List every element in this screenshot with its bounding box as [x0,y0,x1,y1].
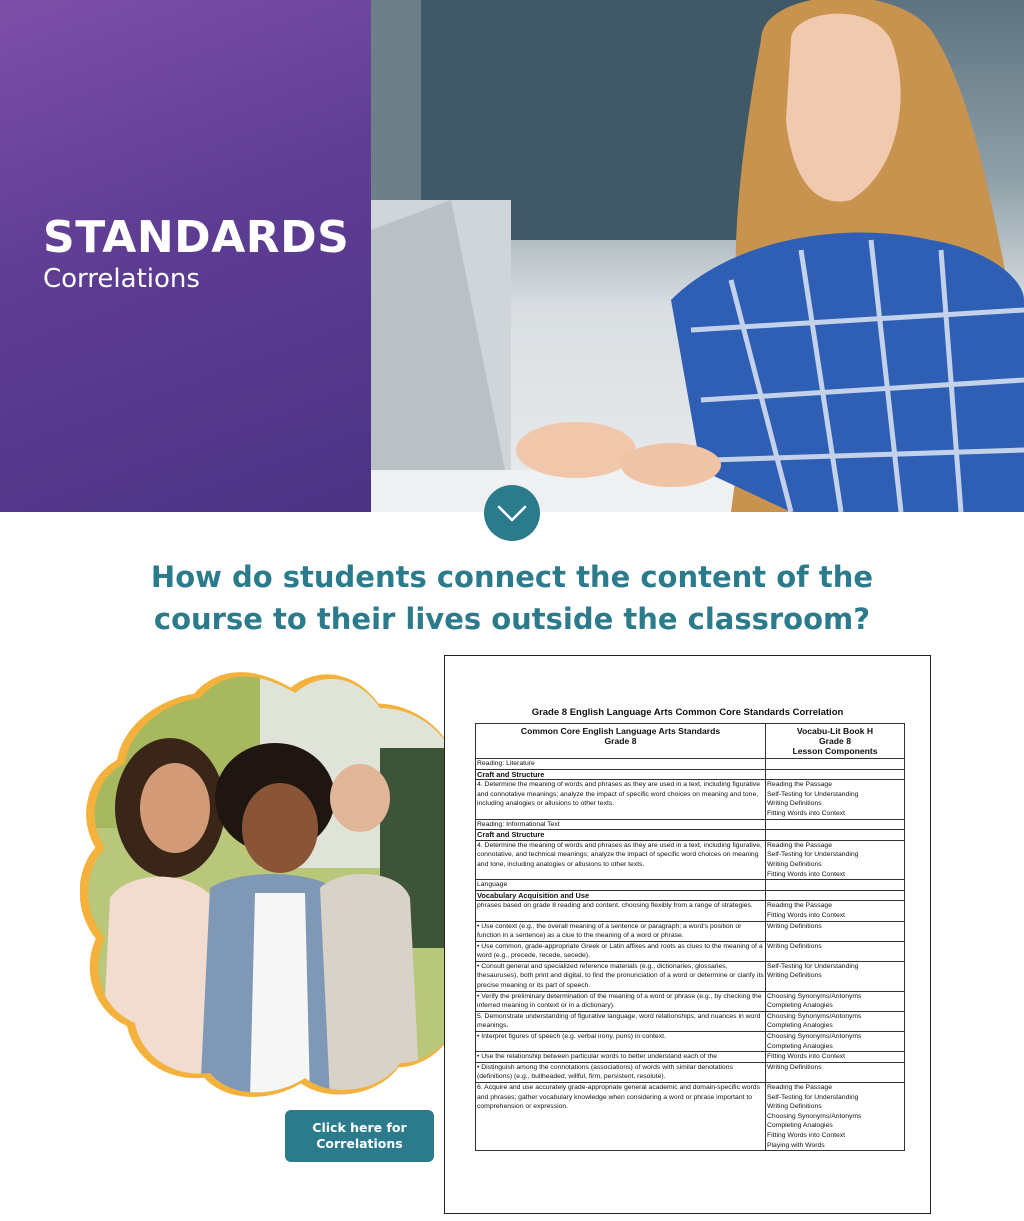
standard-cell: 5. Demonstrate understanding of figurative language, word relationships, and nuances in word meanings. [476,1011,766,1031]
standard-cell: • Use context (e.g., the overall meaning of a sentence or paragraph; a word's position or function in a sentence) as a clue to the meaning of a word or phrase. [476,921,766,941]
table-subsection-row [476,830,905,841]
correlations-button-label: Click here for Correlations [312,1120,407,1151]
components-cell: Self-Testing for Understanding Writing Definitions [766,961,905,991]
table-subsection-row [476,890,905,901]
student-laptop-illustration [371,0,1024,512]
correlation-table [475,723,905,1151]
components-cell: Reading the Passage Self-Testing for Understanding Writing Definitions Fitting Words into Context [766,840,905,879]
components-cell: Choosing Synonyms/Antonyms Completing Analogies [766,1011,905,1031]
empty-cell [766,759,905,770]
section-question [100,556,924,640]
empty-cell [766,880,905,891]
table-row [476,1052,905,1063]
table-row [476,780,905,819]
components-cell: Reading the Passage Self-Testing for Understanding Writing Definitions Choosing Synonyms/Antonyms Completing Analogies Fitting Words into Context Playing with Words [766,1083,905,1151]
hero-title: STANDARDS [43,212,350,263]
hero-banner [0,0,1024,512]
empty-cell [766,819,905,830]
components-cell: Reading the Passage Fitting Words into Context [766,901,905,921]
components-cell: Writing Definitions [766,941,905,961]
standard-cell: 4. Determine the meaning of words and phrases as they are used in a text, including figurative, connotative, and technical meanings; analyze the impact of specific word choices on meaning and tone, including analogies or allusions to other texts. [476,840,766,879]
table-header-row [476,724,905,759]
table-row [476,901,905,921]
section-heading: Reading: Informational Text [476,819,766,830]
hero-subtitle: Correlations [43,264,200,294]
correlation-document-preview[interactable] [444,655,931,1214]
standard-cell: • Interpret figures of speech (e.g. verbal irony, puns) in context. [476,1032,766,1052]
students-photo-frame [80,668,460,1098]
empty-cell [766,769,905,780]
header-standards: Common Core English Language Arts Standards Grade 8 [476,724,766,759]
table-row [476,1011,905,1031]
standard-cell: • Use common, grade-appropriate Greek or Latin affixes and roots as clues to the meaning of a word (e.g., precede, recede, secede). [476,941,766,961]
table-section-row [476,819,905,830]
subsection-heading: Craft and Structure [476,769,766,780]
components-cell: Choosing Synonyms/Antonyms Completing Analogies [766,991,905,1011]
standard-cell: phrases based on grade 8 reading and content, choosing flexibly from a range of strategies. [476,901,766,921]
table-section-row [476,759,905,770]
correlations-button[interactable] [285,1110,434,1162]
table-subsection-row [476,769,905,780]
subsection-heading: Craft and Structure [476,830,766,841]
table-row [476,991,905,1011]
question-line-1: How do students connect the content of the [150,560,874,594]
components-cell: Choosing Synonyms/Antonyms Completing Analogies [766,1032,905,1052]
components-cell: Fitting Words into Context [766,1052,905,1063]
document-title: Grade 8 English Language Arts Common Core Standards Correlation [531,707,844,718]
header-components: Vocabu-Lit Book H Grade 8 Lesson Components [766,724,905,759]
components-cell: Writing Definitions [766,921,905,941]
table-row [476,921,905,941]
table-section-row [476,880,905,891]
empty-cell [766,890,905,901]
components-cell: Writing Definitions [766,1062,905,1082]
section-heading: Language [476,880,766,891]
chevron-down-icon [484,485,540,541]
subsection-heading: Vocabulary Acquisition and Use [476,890,766,901]
standard-cell: • Consult general and specialized reference materials (e.g., dictionaries, glossaries, thesauruses), both print and digital, to find the pronunciation of a word or determine or clarify its precise meaning or its part of speech. [476,961,766,991]
table-row [476,961,905,991]
standard-cell: 4. Determine the meaning of words and phrases as they are used in a text, including figurative and connotative meanings; analyze the impact of specific word choices on meaning and tone, including analogies or allusions to other texts. [476,780,766,819]
scroll-down-button[interactable] [484,485,540,541]
hero-purple-panel [0,0,371,512]
hero-student-photo [371,0,1024,512]
question-line-2: course to their lives outside the classroom? [153,602,871,636]
components-cell: Reading the Passage Self-Testing for Understanding Writing Definitions Fitting Words into Context [766,780,905,819]
section-heading: Reading: Literature [476,759,766,770]
table-row [476,840,905,879]
table-row [476,1032,905,1052]
table-row [476,941,905,961]
empty-cell [766,830,905,841]
students-group-photo [80,668,460,1098]
standard-cell: • Distinguish among the connotations (associations) of words with similar denotations (definitions) (e.g., bullheaded, willful, firm, persistent, resolute). [476,1062,766,1082]
standard-cell: 6. Acquire and use accurately grade-appropriate general academic and domain-specific words and phrases; gather vocabulary knowledge when considering a word or phrase important to comprehension or expression. [476,1083,766,1151]
standard-cell: • Use the relationship between particular words to better understand each of the [476,1052,766,1063]
table-row [476,1083,905,1151]
standard-cell: • Verify the preliminary determination of the meaning of a word or phrase (e.g., by checking the inferred meaning in context or in a dictionary). [476,991,766,1011]
table-row [476,1062,905,1082]
